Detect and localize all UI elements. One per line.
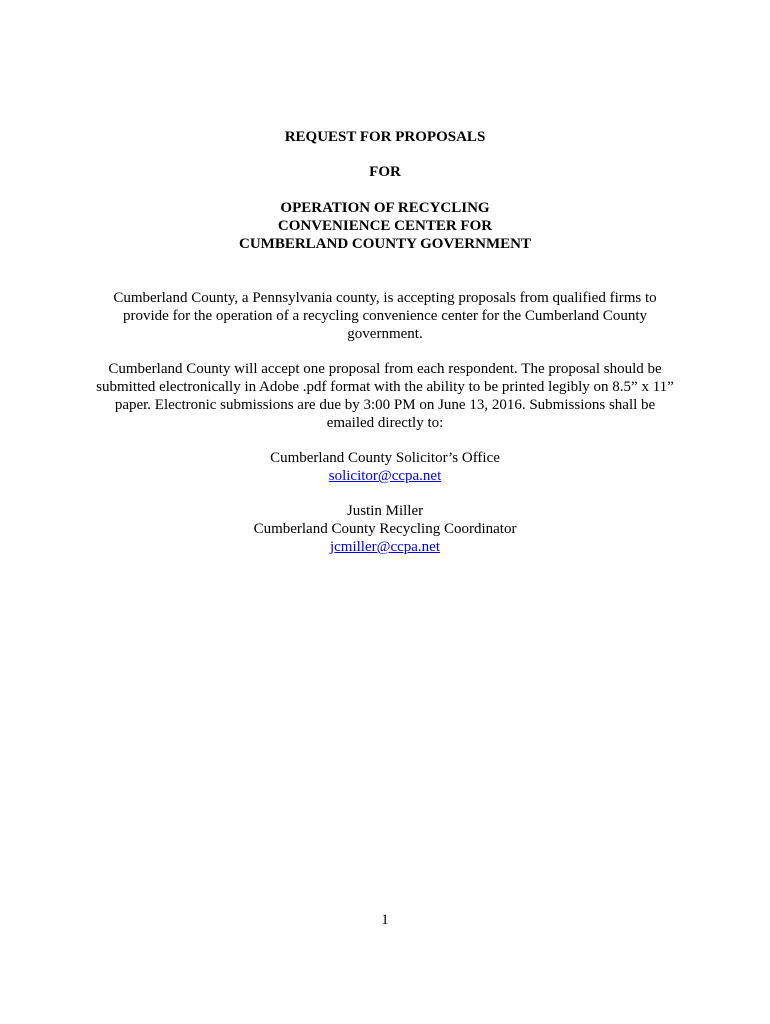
coordinator-title: Cumberland County Recycling Coordinator	[253, 521, 517, 537]
intro-paragraph-line: government.	[347, 326, 423, 342]
title-line-5: CUMBERLAND COUNTY GOVERNMENT	[239, 236, 531, 252]
submission-paragraph-line: Cumberland County will accept one proposal from each respondent. The proposal should be	[108, 361, 662, 377]
solicitor-office-name: Cumberland County Solicitor’s Office	[270, 450, 500, 466]
coordinator-email-link[interactable]: jcmiller@ccpa.net	[329, 539, 440, 555]
title-line-3: OPERATION OF RECYCLING	[280, 200, 490, 216]
coordinator-name: Justin Miller	[346, 503, 424, 519]
solicitor-email-link[interactable]: solicitor@ccpa.net	[328, 468, 442, 484]
coordinator-email-line	[0, 538, 770, 556]
solicitor-email-line	[0, 467, 770, 485]
title-line-1: REQUEST FOR PROPOSALS	[284, 129, 486, 145]
intro-paragraph-line: Cumberland County, a Pennsylvania county, is accepting proposals from qualified firms to	[113, 290, 657, 306]
submission-paragraph-line: paper. Electronic submissions are due by 3:00 PM on June 13, 2016. Submissions shall be	[114, 397, 656, 413]
submission-paragraph-line: emailed directly to:	[326, 415, 444, 431]
title-line-4: CONVENIENCE CENTER FOR	[277, 218, 493, 234]
title-line-2: FOR	[369, 164, 401, 180]
intro-paragraph	[80, 289, 690, 343]
submission-paragraph	[80, 360, 690, 432]
page-number: 1	[381, 912, 389, 928]
submission-paragraph-line: submitted electronically in Adobe .pdf format with the ability to be printed legibly on 8.5” x 11”	[96, 379, 674, 395]
intro-paragraph-line: provide for the operation of a recycling convenience center for the Cumberland County	[123, 308, 647, 324]
